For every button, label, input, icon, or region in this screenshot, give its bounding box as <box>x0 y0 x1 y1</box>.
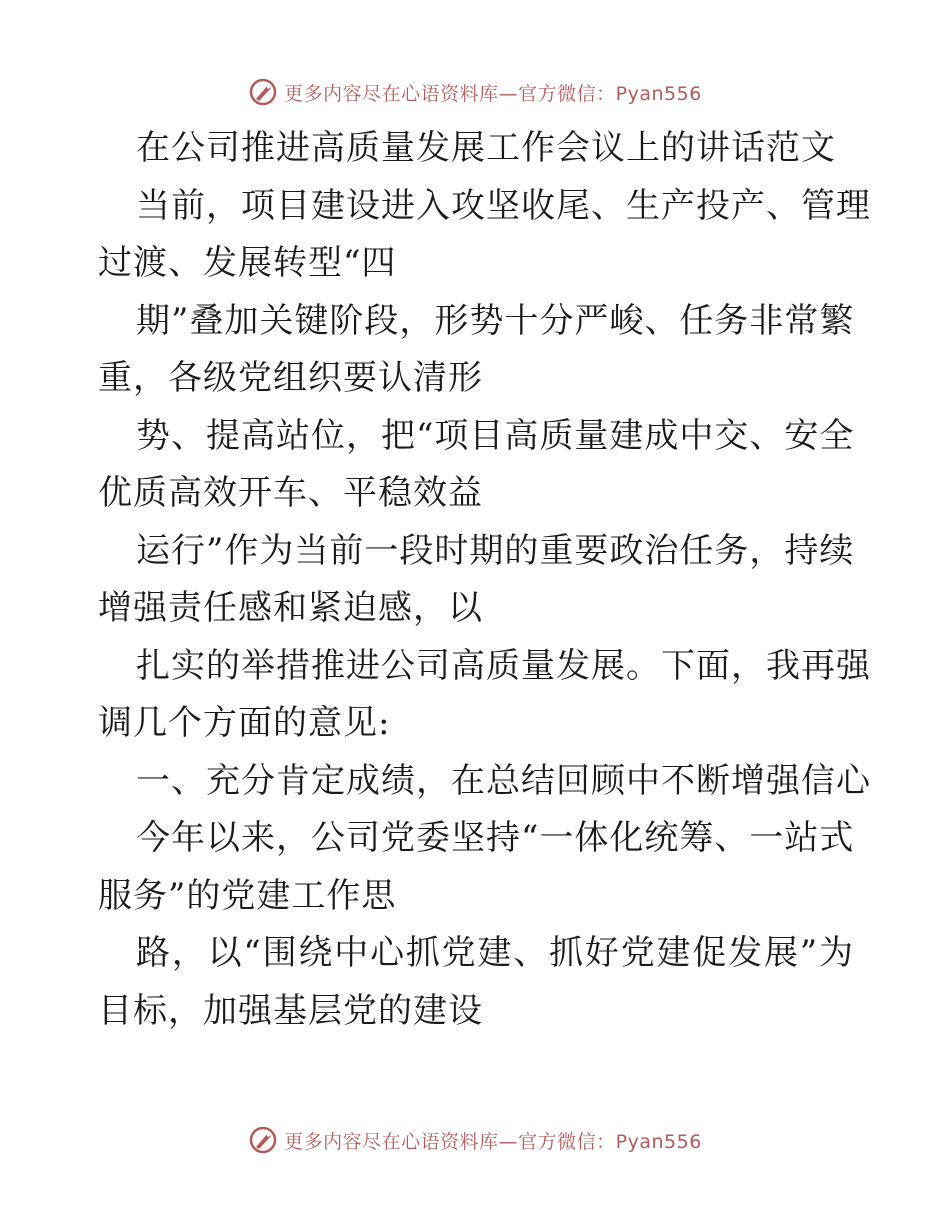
paragraph-line: 路，以“围绕中心抓党建、抓好党建促发展”为 <box>136 933 854 973</box>
paragraph-line: 势、提高站位，把“项目高质量建成中交、安全 <box>136 415 855 456</box>
paragraph-line: 优质高效开车、平稳效益 <box>98 473 483 513</box>
paragraph-line: 增强责任感和紧迫感，以 <box>98 588 483 628</box>
paragraph-line: 今年以来，公司党委坚持“一体化统筹、一站式 <box>136 818 855 858</box>
header-banner <box>0 72 950 112</box>
header-banner-text: 更多内容尽在心语资料库—官方微信：Pyan556 <box>284 82 702 105</box>
document-title: 在公司推进高质量发展工作会议上的讲话范文 <box>136 128 836 168</box>
footer-banner <box>0 1120 950 1160</box>
paragraph-line: 过渡、发展转型“四 <box>98 243 397 283</box>
paragraph-line: 运行”作为当前一段时期的重要政治任务，持续 <box>136 530 855 571</box>
paragraph-line: 重，各级党组织要认清形 <box>98 358 483 398</box>
paragraph-line: 服务”的党建工作思 <box>98 875 397 916</box>
paragraph-line: 期”叠加关键阶段，形势十分严峻、任务非常繁 <box>136 300 855 341</box>
section-heading: 一、充分肯定成绩，在总结回顾中不断增强信心 <box>136 760 871 801</box>
paragraph-line: 目标，加强基层党的建设 <box>98 990 483 1031</box>
pen-nib-circle-logo-icon <box>248 1125 278 1155</box>
paragraph-line: 当前，项目建设进入攻坚收尾、生产投产、管理 <box>136 185 871 226</box>
footer-banner-text: 更多内容尽在心语资料库—官方微信：Pyan556 <box>284 1130 702 1153</box>
document-body <box>98 120 871 1040</box>
paragraph-line: 调几个方面的意见: <box>98 703 391 743</box>
paragraph-line: 扎实的举措推进公司高质量发展。下面，我再强 <box>136 645 871 686</box>
pen-nib-circle-logo-icon <box>248 77 278 107</box>
